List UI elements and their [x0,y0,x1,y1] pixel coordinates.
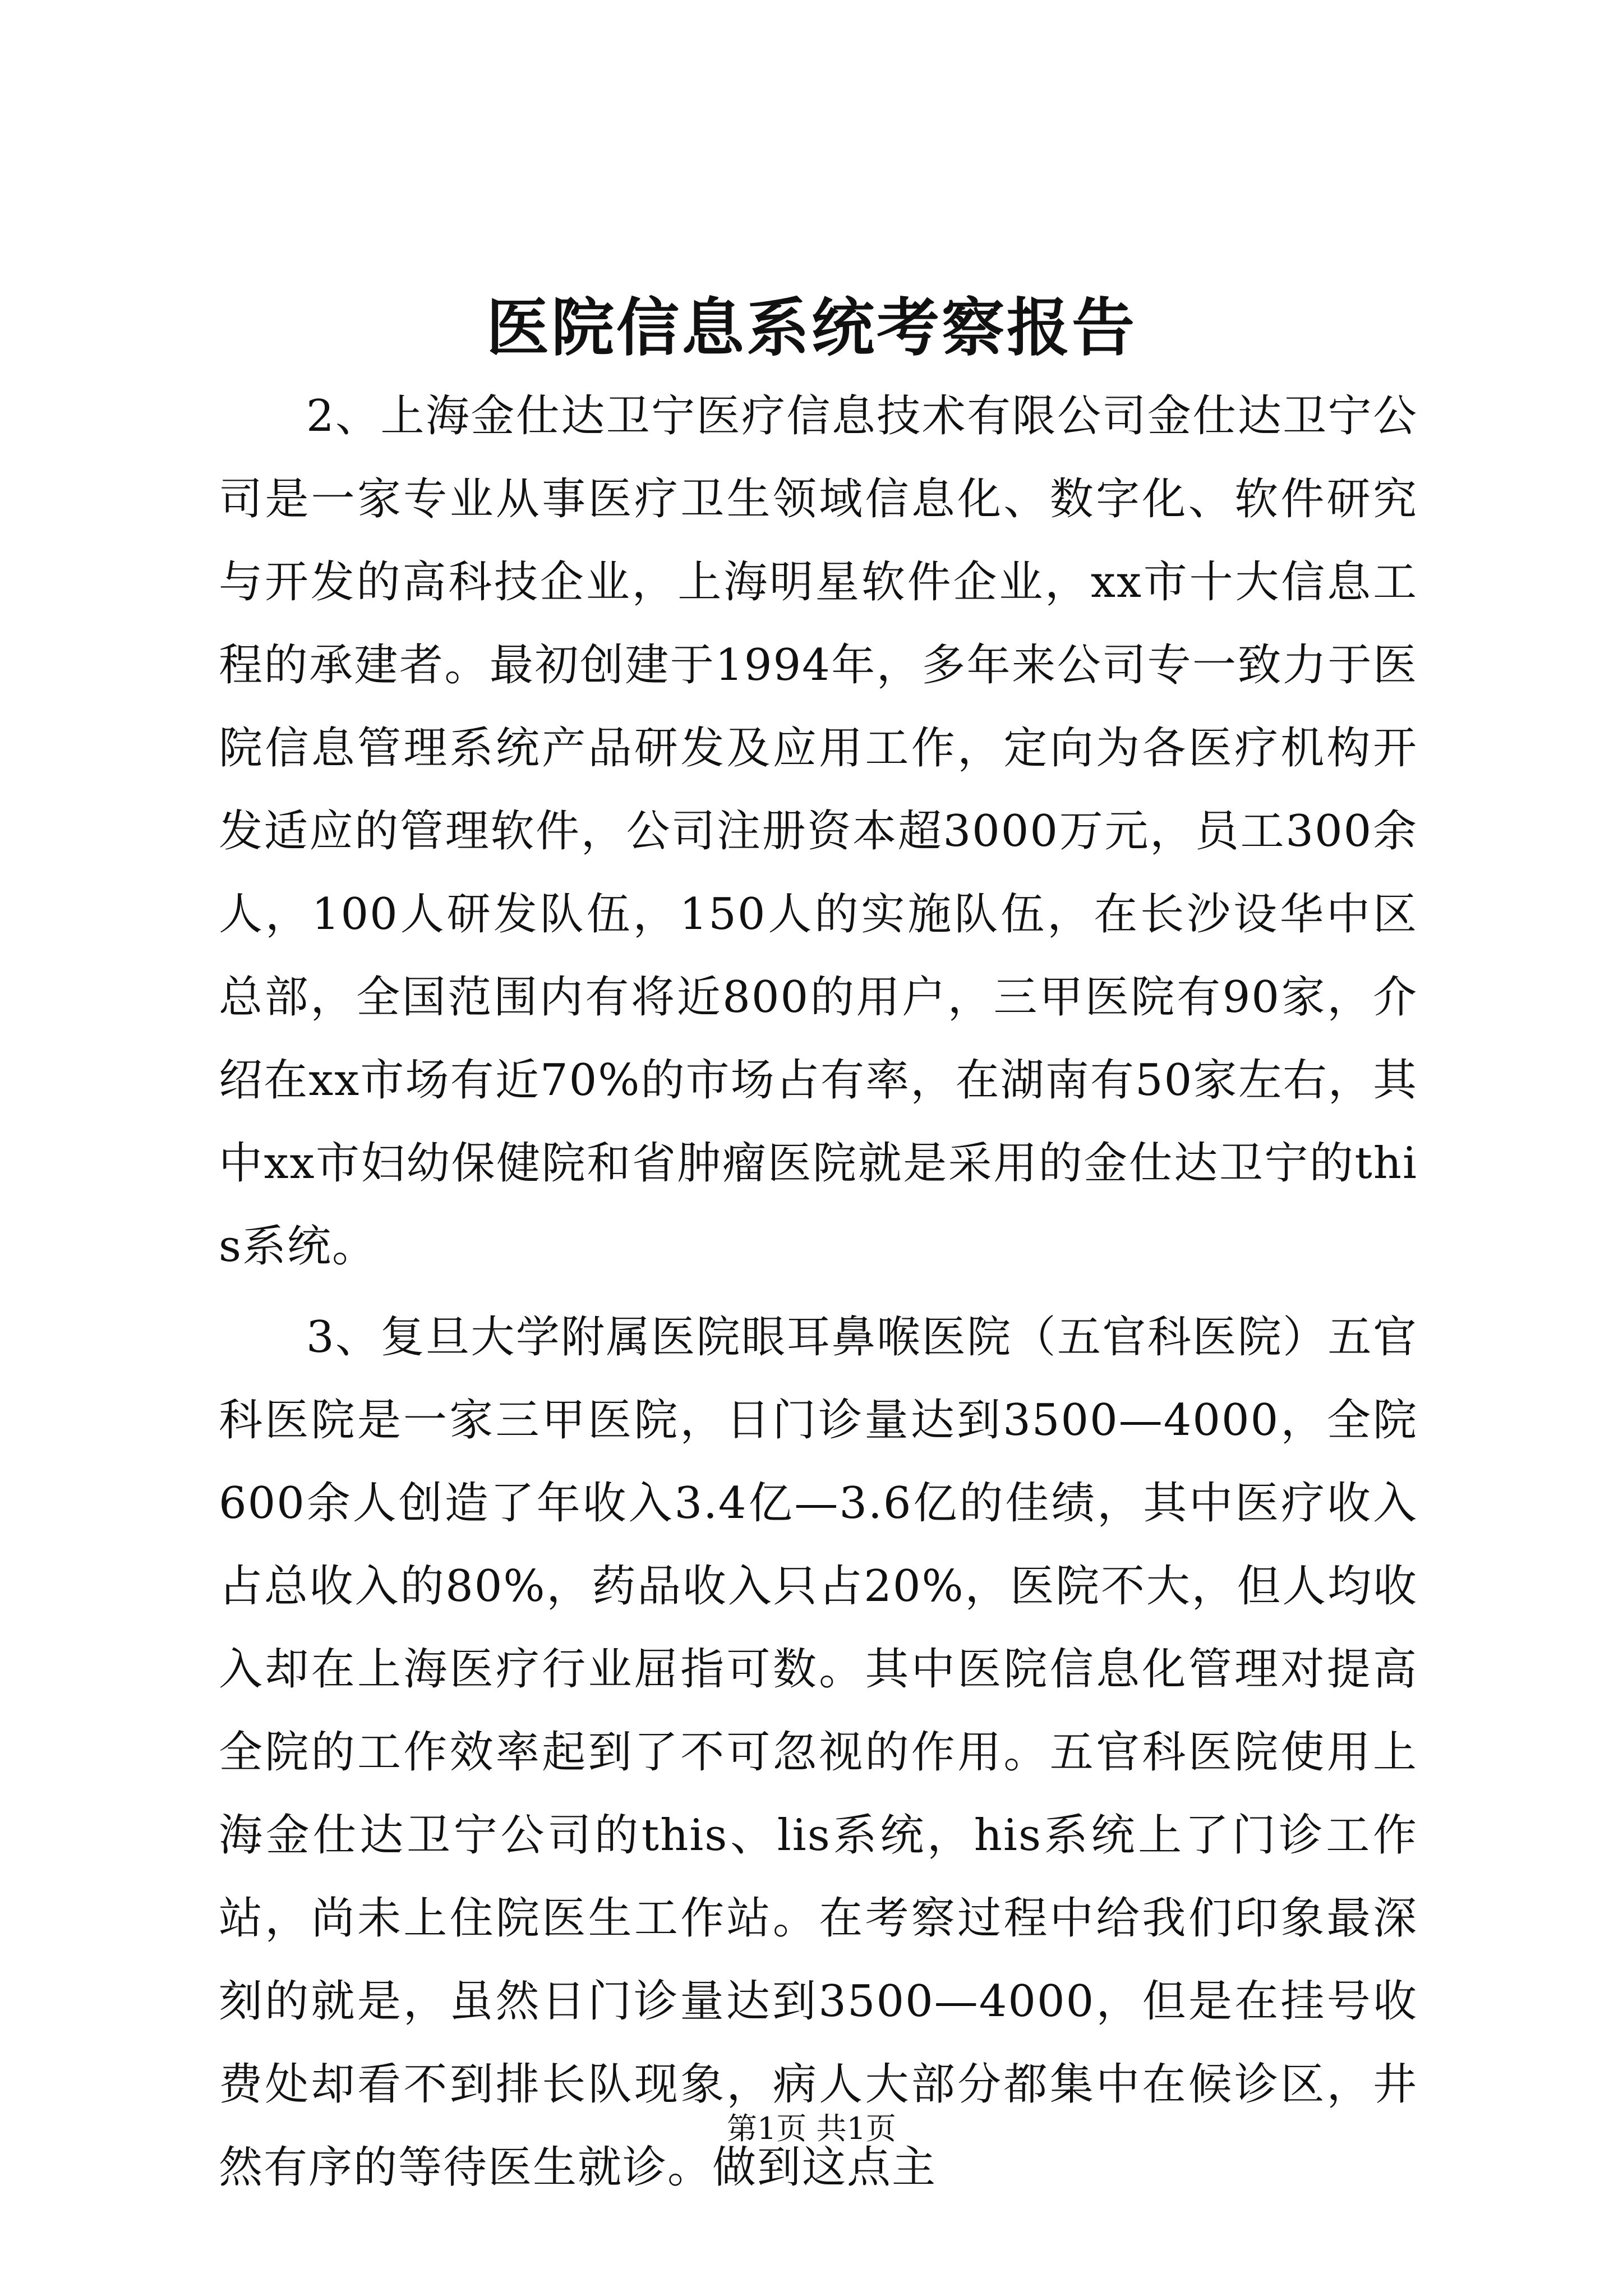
document-body [219,375,1418,2209]
paragraph-hospital-visit: 3、复旦大学附属医院眼耳鼻喉医院（五官科医院）五官科医院是一家三甲医院，日门诊量达到3500—4000，全院600余人创造了年收入3.4亿—3.6亿的佳绩，其中医疗收入占总收入的80%，药品收入只占20%，医院不大，但人均收入却在上海医疗行业屈指可数。其中医院信息化管理对提高全院的工作效率起到了不可忽视的作用。五官科医院使用上海金仕达卫宁公司的this、lis系统，his系统上了门诊工作站，尚未上住院医生工作站。在考察过程中给我们印象最深刻的就是，虽然日门诊量达到3500—4000，但是在挂号收费处却看不到排长队现象，病人大部分都集中在候诊区，井然有序的等待医生就诊。做到这点主 [219,1312,1418,2193]
page-number-footer: 第1页 共1页 [727,2111,896,2146]
document-title: 医院信息系统考察报告 [486,291,1137,365]
paragraph-company-intro: 2、上海金仕达卫宁医疗信息技术有限公司金仕达卫宁公司是一家专业从事医疗卫生领域信息化、数字化、软件研究与开发的高科技企业，上海明星软件企业，xx市十大信息工程的承建者。最初创建于1994年，多年来公司专一致力于医院信息管理系统产品研发及应用工作，定向为各医疗机构开发适应的管理软件，公司注册资本超3000万元，员工300余人，100人研发队伍，150人的实施队伍，在长沙设华中区总部，全国范围内有将近800的用户，三甲医院有90家，介绍在xx市场有近70%的市场占有率，在湖南有50家左右，其中xx市妇幼保健院和省肿瘤医院就是采用的金仕达卫宁的this系统。 [219,391,1418,1272]
